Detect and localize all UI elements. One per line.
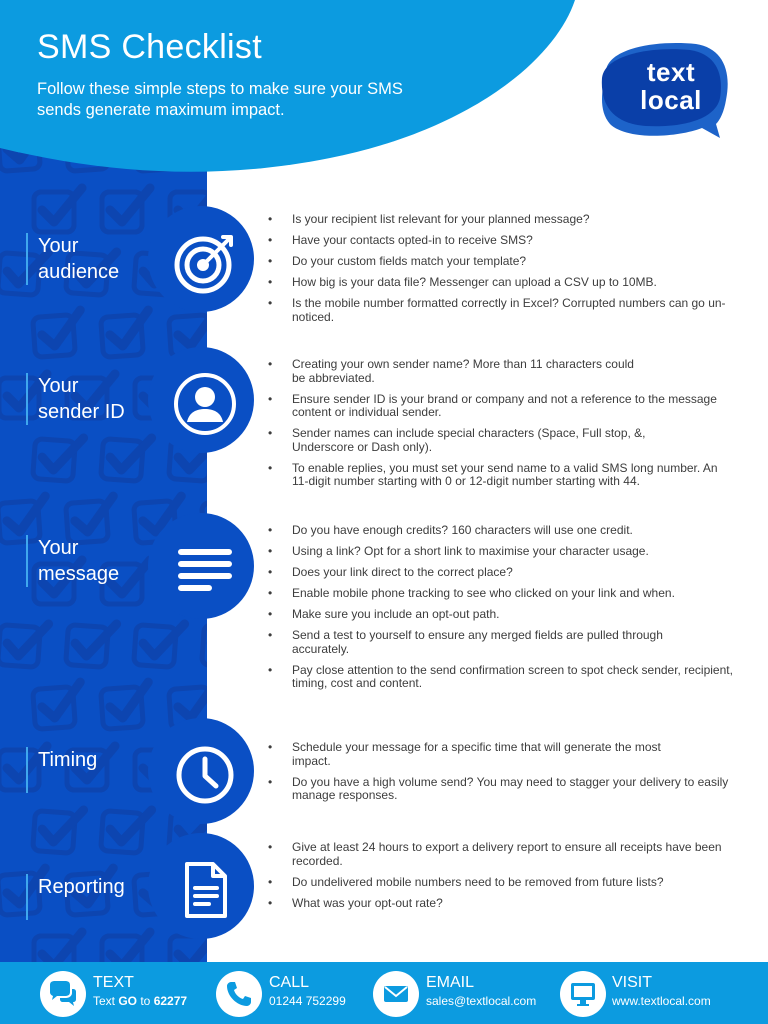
footer-email-icon-badge: [373, 971, 419, 1017]
reporting-icon-badge: [148, 833, 254, 939]
audience-icon-badge: [148, 206, 254, 312]
list-item: • Schedule your message for a specific time that will generate the most impact.: [268, 741, 668, 768]
page-title: SMS Checklist: [37, 28, 262, 66]
section-label-line: message: [38, 563, 120, 585]
footer-email-title: EMAIL: [426, 974, 475, 991]
footer-text-icon-badge: [40, 971, 86, 1017]
footer-text-middle: to: [137, 994, 154, 1008]
document-icon: [173, 858, 237, 922]
list-item: • Sender names can include special characters (Space, Full stop, &, Underscore or Dash only).: [268, 427, 688, 454]
list-item: • Send a test to yourself to ensure any merged fields are pulled through accurately.: [268, 629, 688, 656]
list-item: • Is your recipient list relevant for your planned message?: [268, 213, 736, 227]
list-item: • Give at least 24 hours to export a delivery report to ensure all receipts have been recorded.: [268, 841, 736, 868]
section-label-sender-id: [26, 373, 125, 425]
contact-footer: [0, 962, 768, 1024]
list-item: • What was your opt-out rate?: [268, 897, 736, 911]
list-item: • How big is your data file? Messenger can upload a CSV up to 10MB.: [268, 276, 736, 290]
phone-icon: [224, 979, 254, 1009]
checkbox-pattern-mark: [102, 932, 150, 962]
list-item: • Ensure sender ID is your brand or company and not a reference to the message content or individual sender.: [268, 393, 736, 420]
page-subtitle: Follow these simple steps to make sure your SMS sends generate maximum impact.: [37, 80, 403, 119]
footer-text-title: TEXT: [93, 974, 134, 991]
checkbox-pattern-mark: [101, 435, 152, 482]
checkbox-pattern-mark: [101, 807, 152, 854]
section-label-message: [26, 535, 119, 587]
footer-visit-icon-badge: [560, 971, 606, 1017]
checkbox-pattern-mark: [102, 188, 150, 232]
footer-phone-link[interactable]: 01244 752299: [269, 994, 346, 1008]
footer-text-instruction[interactable]: [93, 994, 187, 1008]
footer-text-keyword: GO: [118, 994, 138, 1008]
section-label-line: Your: [38, 537, 79, 559]
footer-call-item: [200, 962, 360, 1024]
message-icon-badge: [148, 513, 254, 619]
section-label-line: Reporting: [38, 876, 125, 898]
checkbox-pattern-mark: [0, 621, 49, 668]
list-item: • Do you have a high volume send? You may need to stagger your delivery to easily manage responses.: [268, 776, 736, 803]
sender-id-icon-badge: [148, 347, 254, 453]
footer-text-item: [0, 962, 200, 1024]
checkbox-pattern-mark: [32, 310, 83, 357]
message-checklist: [268, 524, 736, 698]
list-item: • Have your contacts opted-in to receive SMS?: [268, 234, 736, 248]
person-icon: [173, 372, 237, 436]
list-item: • Creating your own sender name? More than 11 characters could be abbreviated.: [268, 358, 648, 385]
section-label-audience: [26, 233, 119, 285]
section-label-line: audience: [38, 261, 120, 283]
target-icon: [173, 231, 237, 295]
list-item: • Using a link? Opt for a short link to maximise your character usage.: [268, 545, 736, 559]
timing-checklist: [268, 741, 736, 810]
logo-line-2: local: [640, 85, 702, 115]
list-item: • Pay close attention to the send confirmation screen to spot check sender, recipient, timing, cost and content.: [268, 664, 736, 691]
section-label-line: Timing: [38, 749, 98, 771]
footer-call-title: CALL: [269, 974, 310, 991]
section-label-timing: [26, 747, 97, 793]
audience-checklist: [268, 213, 736, 332]
section-label-line: Your: [38, 375, 79, 397]
logo-wordmark: [616, 58, 726, 114]
footer-call-icon-badge: [216, 971, 262, 1017]
checkbox-pattern-mark: [66, 621, 117, 668]
chat-bubbles-icon: [48, 979, 78, 1009]
list-item: • Do undelivered mobile numbers need to be removed from future lists?: [268, 876, 736, 890]
logo-line-1: text: [646, 57, 696, 87]
list-item: • Is the mobile number formatted correctly in Excel? Corrupted numbers can go un-noticed.: [268, 297, 736, 324]
checkbox-pattern-mark: [33, 807, 84, 854]
section-label-spacer: [38, 773, 97, 793]
checkbox-pattern-mark: [34, 188, 82, 232]
footer-text-shortcode: 62277: [153, 994, 188, 1008]
footer-text-prefix: Text: [93, 994, 119, 1008]
checkbox-pattern-mark: [33, 435, 84, 482]
footer-visit-item: [550, 962, 768, 1024]
list-item: • Make sure you include an opt-out path.: [268, 608, 736, 622]
checkbox-pattern-mark: [100, 682, 151, 729]
section-label-reporting: [26, 874, 125, 920]
checkbox-pattern-mark: [100, 310, 151, 357]
timing-icon-badge: [148, 718, 254, 824]
checkbox-pattern-mark: [34, 932, 82, 962]
list-item: • Enable mobile phone tracking to see who clicked on your link and when.: [268, 587, 718, 601]
section-label-line: sender ID: [38, 401, 125, 423]
checkbox-pattern-mark: [32, 682, 83, 729]
text-lines-icon: [173, 538, 237, 602]
envelope-icon: [381, 979, 411, 1009]
list-item: • To enable replies, you must set your send name to a valid SMS long number. An 11-digit number starting with 0 or 12-digit number starting with 44.: [268, 462, 736, 489]
footer-website-link[interactable]: www.textlocal.com: [612, 994, 711, 1008]
list-item: • Do you have enough credits? 160 characters will use one credit.: [268, 524, 736, 538]
checkbox-pattern-mark: [202, 621, 207, 668]
list-item: • Does your link direct to the correct place?: [268, 566, 736, 580]
clock-icon: [173, 743, 237, 807]
monitor-icon: [568, 979, 598, 1009]
section-label-spacer: [38, 900, 125, 920]
footer-email-item: [360, 962, 550, 1024]
sender-id-checklist: [268, 358, 736, 496]
section-label-line: Your: [38, 235, 79, 257]
footer-email-link[interactable]: sales@textlocal.com: [426, 994, 537, 1008]
checkbox-pattern-mark: [134, 621, 185, 668]
list-item: • Do your custom fields match your template?: [268, 255, 736, 269]
footer-visit-title: VISIT: [612, 974, 653, 991]
reporting-checklist: [268, 841, 736, 918]
